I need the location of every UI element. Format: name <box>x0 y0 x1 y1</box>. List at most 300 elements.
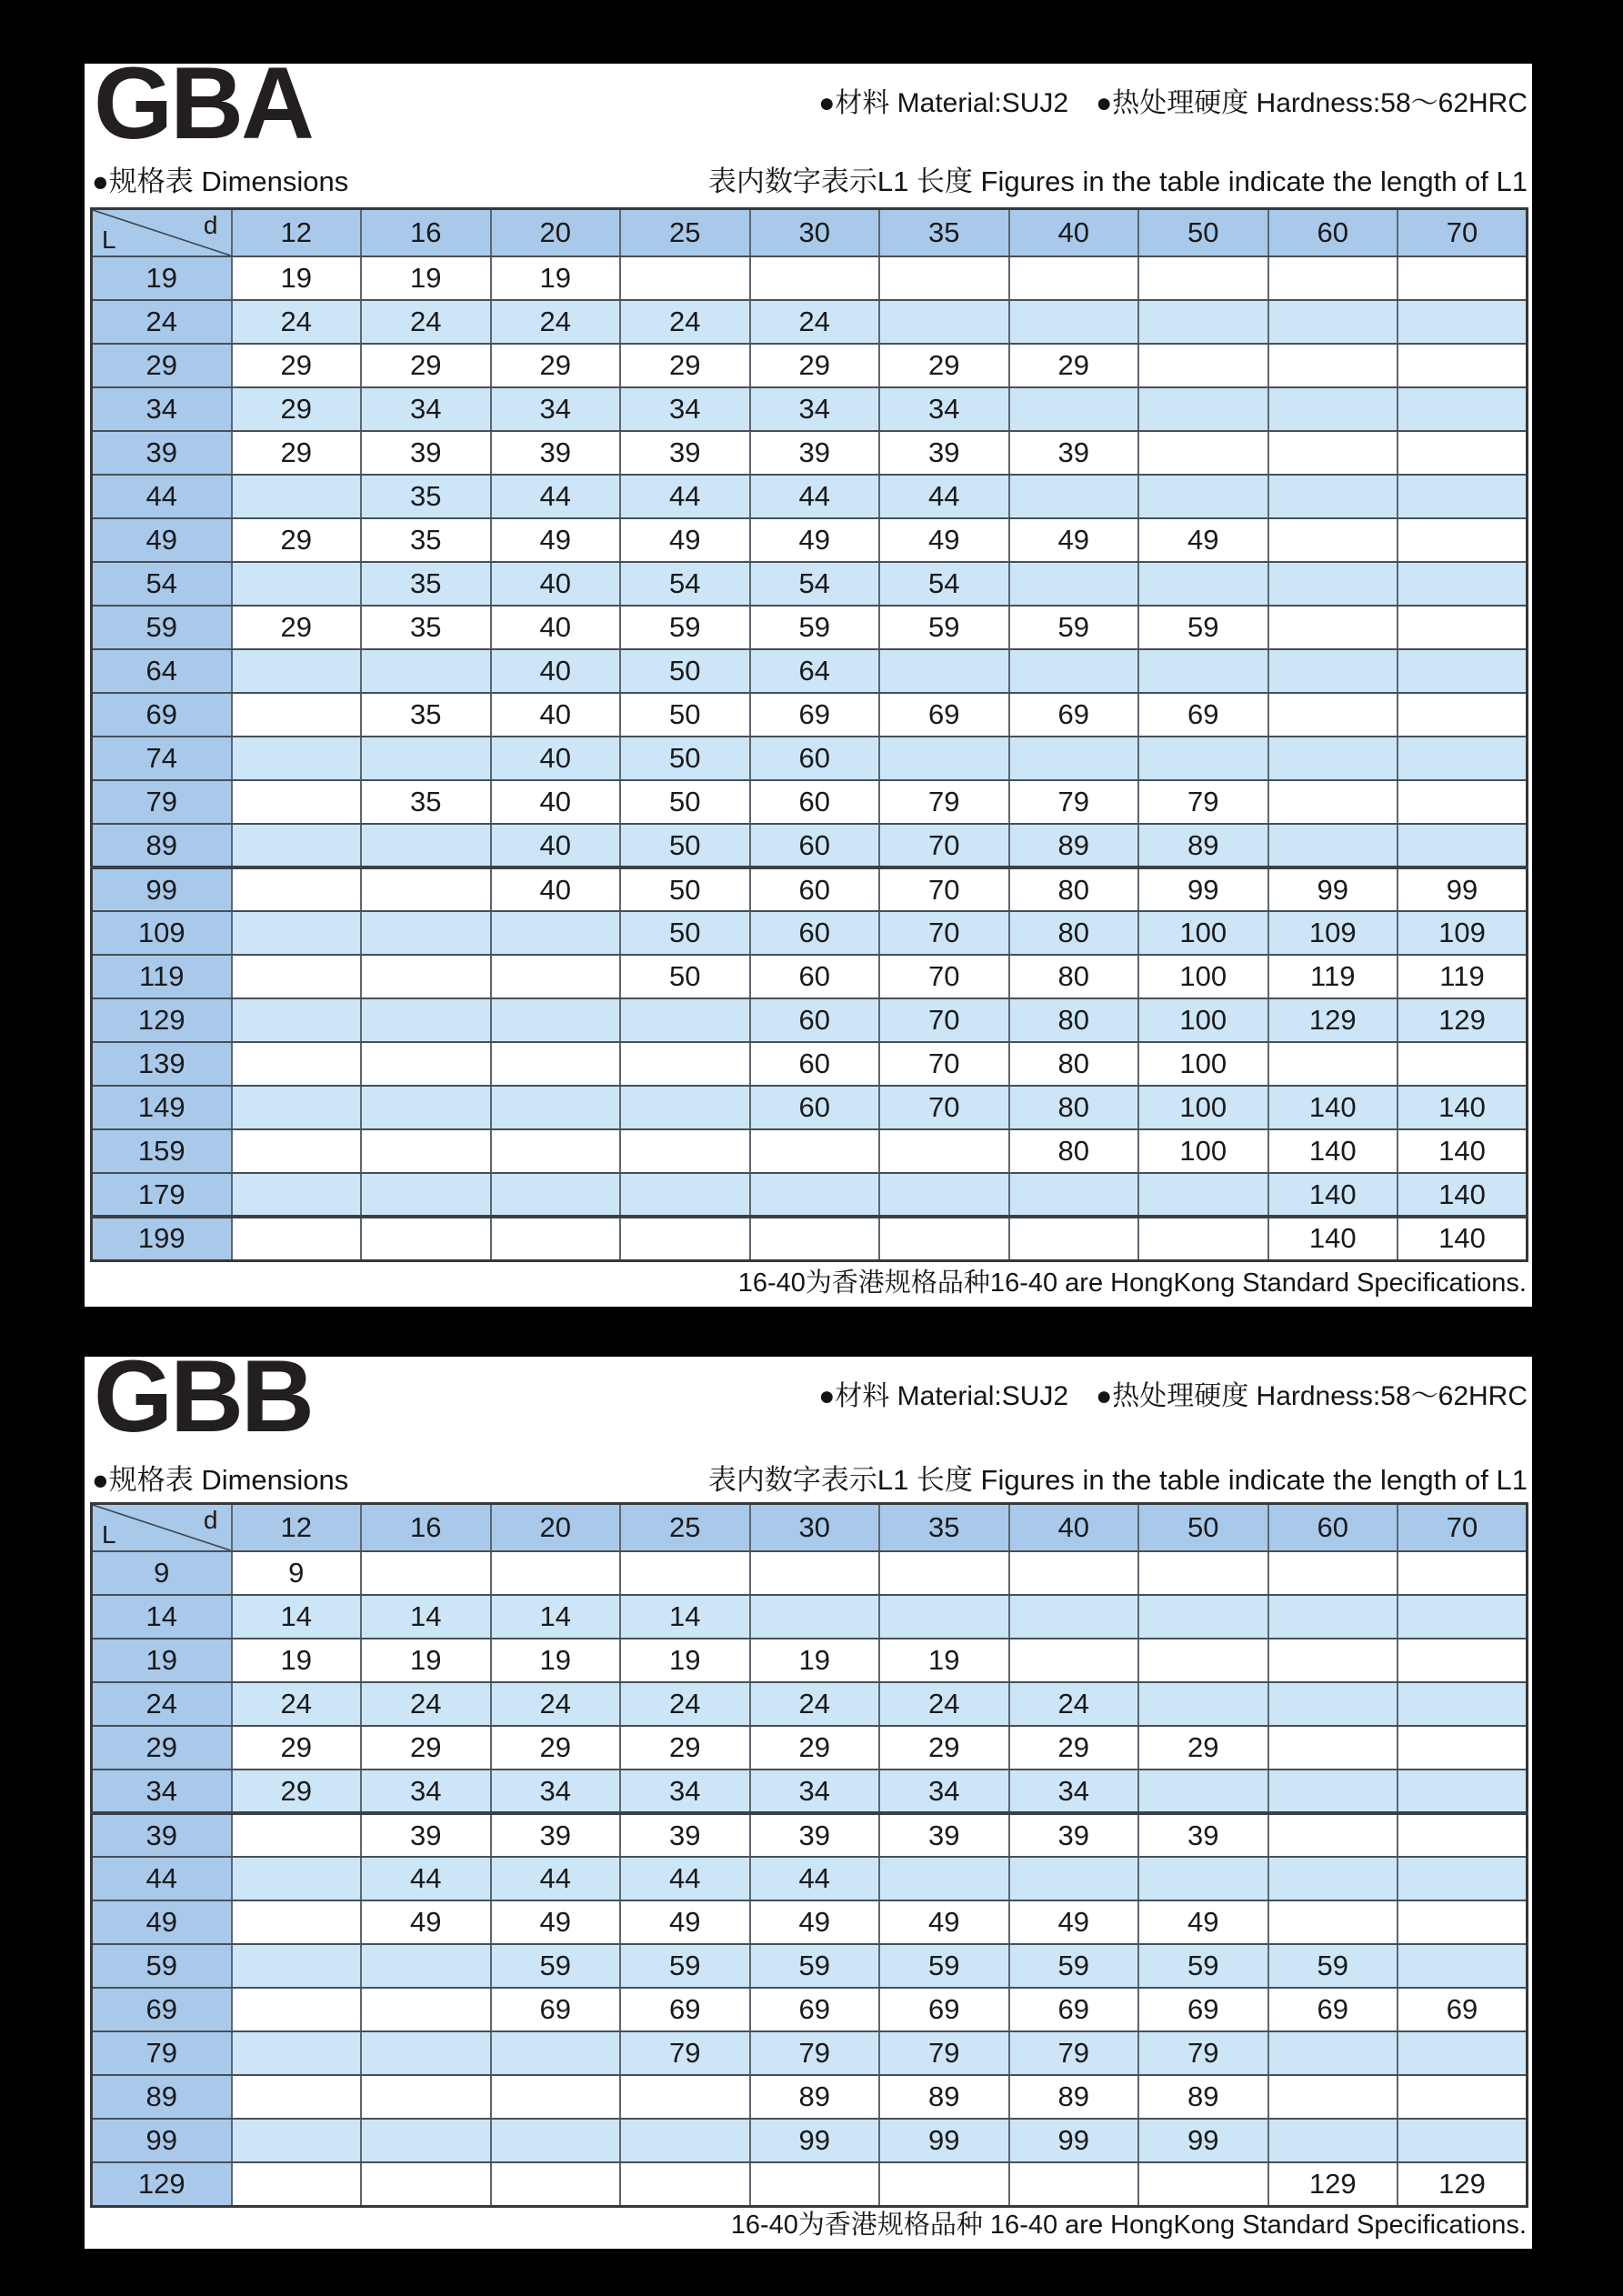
material-note: ●材料 Material:SUJ2 <box>818 88 1069 118</box>
length-cell: 19 <box>620 1639 750 1682</box>
table-row-L109 <box>92 911 1528 955</box>
length-cell: 129 <box>1268 2162 1398 2206</box>
empty-cell <box>1009 1639 1139 1682</box>
length-cell: 89 <box>1009 824 1139 867</box>
empty-cell <box>879 1857 1009 1900</box>
empty-cell <box>620 1173 750 1217</box>
table-row-L99 <box>92 867 1528 911</box>
row-header-L39: 39 <box>92 431 232 475</box>
empty-cell <box>1268 1813 1398 1857</box>
empty-cell <box>232 693 362 737</box>
row-header-L129: 129 <box>92 2162 232 2206</box>
table-row-L54 <box>92 562 1528 606</box>
empty-cell <box>232 1042 362 1086</box>
length-cell: 59 <box>491 1944 621 1988</box>
empty-cell <box>1398 649 1528 693</box>
col-header-d-60: 60 <box>1268 209 1398 257</box>
section-title-gbb: GBB <box>94 1339 312 1453</box>
length-cell: 29 <box>491 1726 621 1770</box>
table-row-L69 <box>92 693 1528 737</box>
length-cell: 34 <box>750 387 880 431</box>
empty-cell <box>1009 1173 1139 1217</box>
row-header-L69: 69 <box>92 693 232 737</box>
empty-cell <box>1138 256 1268 300</box>
length-cell: 29 <box>620 1726 750 1770</box>
col-header-d-50: 50 <box>1138 1504 1268 1552</box>
length-cell: 29 <box>232 1770 362 1813</box>
empty-cell <box>361 1042 491 1086</box>
empty-cell <box>1268 824 1398 867</box>
row-header-L129: 129 <box>92 998 232 1042</box>
empty-cell <box>1268 1726 1398 1770</box>
empty-cell <box>1009 649 1139 693</box>
length-cell: 29 <box>1009 1726 1139 1770</box>
length-cell: 49 <box>620 1900 750 1944</box>
length-cell: 100 <box>1138 1086 1268 1129</box>
length-cell: 80 <box>1009 867 1139 911</box>
corner-label-l: L <box>102 226 116 255</box>
corner-label-l: L <box>102 1520 116 1549</box>
length-cell: 49 <box>1009 1900 1139 1944</box>
length-cell: 39 <box>361 431 491 475</box>
table-row-L34 <box>92 387 1528 431</box>
row-header-L199: 199 <box>92 1217 232 1260</box>
length-cell: 59 <box>620 606 750 649</box>
empty-cell <box>232 780 362 824</box>
empty-cell <box>491 2031 621 2075</box>
empty-cell <box>620 256 750 300</box>
empty-cell <box>1268 1042 1398 1086</box>
empty-cell <box>750 1595 880 1639</box>
empty-cell <box>491 2162 621 2206</box>
empty-cell <box>491 1042 621 1086</box>
length-cell: 60 <box>750 824 880 867</box>
empty-cell <box>1138 1551 1268 1595</box>
empty-cell <box>232 998 362 1042</box>
length-cell: 69 <box>879 693 1009 737</box>
length-cell: 50 <box>620 911 750 955</box>
row-header-L99: 99 <box>92 867 232 911</box>
empty-cell <box>1268 518 1398 562</box>
col-header-d-12: 12 <box>232 209 362 257</box>
empty-cell <box>1398 824 1528 867</box>
empty-cell <box>620 1042 750 1086</box>
length-cell: 49 <box>620 518 750 562</box>
empty-cell <box>361 1129 491 1173</box>
empty-cell <box>1009 1595 1139 1639</box>
empty-cell <box>879 737 1009 780</box>
row-header-L19: 19 <box>92 256 232 300</box>
length-cell: 49 <box>1138 518 1268 562</box>
table-row-L79 <box>92 2031 1528 2075</box>
length-cell: 80 <box>1009 1129 1139 1173</box>
empty-cell <box>361 824 491 867</box>
length-cell: 140 <box>1398 1217 1528 1260</box>
length-cell: 80 <box>1009 955 1139 998</box>
length-cell: 50 <box>620 780 750 824</box>
length-cell: 59 <box>1009 1944 1139 1988</box>
length-cell: 49 <box>750 1900 880 1944</box>
empty-cell <box>1398 475 1528 518</box>
length-cell: 44 <box>491 1857 621 1900</box>
row-header-L34: 34 <box>92 387 232 431</box>
table-row-L119 <box>92 955 1528 998</box>
table-row-L79 <box>92 780 1528 824</box>
empty-cell <box>232 1857 362 1900</box>
length-cell: 49 <box>879 1900 1009 1944</box>
length-cell: 64 <box>750 649 880 693</box>
empty-cell <box>361 998 491 1042</box>
length-cell: 50 <box>620 693 750 737</box>
length-cell: 54 <box>750 562 880 606</box>
length-cell: 50 <box>620 737 750 780</box>
length-cell: 99 <box>1138 2119 1268 2162</box>
empty-cell <box>1009 475 1139 518</box>
empty-cell <box>1398 1900 1528 1944</box>
length-cell: 40 <box>491 649 621 693</box>
col-header-d-35: 35 <box>879 1504 1009 1552</box>
empty-cell <box>361 1173 491 1217</box>
length-cell: 89 <box>1138 824 1268 867</box>
row-header-L139: 139 <box>92 1042 232 1086</box>
empty-cell <box>879 300 1009 344</box>
table-row-L69 <box>92 1988 1528 2031</box>
empty-cell <box>620 2075 750 2119</box>
row-header-L44: 44 <box>92 475 232 518</box>
length-cell: 29 <box>232 431 362 475</box>
length-cell: 29 <box>491 344 621 387</box>
empty-cell <box>1009 737 1139 780</box>
empty-cell <box>1398 606 1528 649</box>
empty-cell <box>1398 1770 1528 1813</box>
empty-cell <box>232 955 362 998</box>
length-cell: 69 <box>1138 693 1268 737</box>
table-row-L64 <box>92 649 1528 693</box>
length-cell: 35 <box>361 475 491 518</box>
empty-cell <box>232 1129 362 1173</box>
empty-cell <box>1398 1813 1528 1857</box>
table-note: 表内数字表示L1 长度 Figures in the table indicate the length of L1 <box>707 165 1528 197</box>
length-cell: 49 <box>491 518 621 562</box>
length-cell: 54 <box>620 562 750 606</box>
length-cell: 60 <box>750 911 880 955</box>
empty-cell <box>1138 649 1268 693</box>
empty-cell <box>1009 256 1139 300</box>
length-cell: 39 <box>620 431 750 475</box>
table-row-L149 <box>92 1086 1528 1129</box>
length-cell: 24 <box>750 1682 880 1726</box>
empty-cell <box>1398 2075 1528 2119</box>
length-cell: 29 <box>232 606 362 649</box>
length-cell: 29 <box>232 387 362 431</box>
length-cell: 80 <box>1009 998 1139 1042</box>
length-cell: 40 <box>491 562 621 606</box>
length-cell: 35 <box>361 780 491 824</box>
table-row-L199 <box>92 1217 1528 1260</box>
empty-cell <box>1268 2119 1398 2162</box>
length-cell: 24 <box>879 1682 1009 1726</box>
length-cell: 44 <box>750 475 880 518</box>
empty-cell <box>491 998 621 1042</box>
length-cell: 50 <box>620 824 750 867</box>
length-cell: 59 <box>750 1944 880 1988</box>
length-cell: 19 <box>361 1639 491 1682</box>
length-cell: 24 <box>620 1682 750 1726</box>
length-cell: 35 <box>361 562 491 606</box>
table-row-L29 <box>92 344 1528 387</box>
row-header-L89: 89 <box>92 2075 232 2119</box>
length-cell: 99 <box>1268 867 1398 911</box>
table-row-L59 <box>92 606 1528 649</box>
length-cell: 99 <box>1398 867 1528 911</box>
length-cell: 79 <box>879 2031 1009 2075</box>
length-cell: 19 <box>491 256 621 300</box>
material-note: ●材料 Material:SUJ2 <box>818 1381 1069 1411</box>
length-cell: 39 <box>491 1813 621 1857</box>
length-cell: 49 <box>1009 518 1139 562</box>
length-cell: 129 <box>1398 2162 1528 2206</box>
row-header-L109: 109 <box>92 911 232 955</box>
length-cell: 69 <box>1009 693 1139 737</box>
length-cell: 140 <box>1398 1173 1528 1217</box>
row-header-L29: 29 <box>92 344 232 387</box>
empty-cell <box>1268 431 1398 475</box>
empty-cell <box>1268 1857 1398 1900</box>
table-row-L39 <box>92 431 1528 475</box>
empty-cell <box>232 1173 362 1217</box>
empty-cell <box>1268 693 1398 737</box>
length-cell: 60 <box>750 737 880 780</box>
empty-cell <box>1398 693 1528 737</box>
table-row-L39 <box>92 1813 1528 1857</box>
row-header-L64: 64 <box>92 649 232 693</box>
col-header-d-70: 70 <box>1398 209 1528 257</box>
length-cell: 39 <box>879 1813 1009 1857</box>
length-cell: 14 <box>232 1595 362 1639</box>
length-cell: 29 <box>232 1726 362 1770</box>
length-cell: 49 <box>491 1900 621 1944</box>
col-header-d-20: 20 <box>491 209 621 257</box>
empty-cell <box>1268 1682 1398 1726</box>
empty-cell <box>232 824 362 867</box>
empty-cell <box>361 2031 491 2075</box>
col-header-d-12: 12 <box>232 1504 362 1552</box>
empty-cell <box>1009 387 1139 431</box>
length-cell: 40 <box>491 606 621 649</box>
length-cell: 39 <box>620 1813 750 1857</box>
col-header-d-50: 50 <box>1138 209 1268 257</box>
length-cell: 49 <box>879 518 1009 562</box>
empty-cell <box>1009 2162 1139 2206</box>
length-cell: 69 <box>1398 1988 1528 2031</box>
col-header-d-70: 70 <box>1398 1504 1528 1552</box>
header-row <box>92 209 1528 257</box>
empty-cell <box>491 1551 621 1595</box>
table-row-L129 <box>92 2162 1528 2206</box>
length-cell: 119 <box>1398 955 1528 998</box>
length-cell: 70 <box>879 867 1009 911</box>
length-cell: 69 <box>1268 1988 1398 2031</box>
empty-cell <box>750 1551 880 1595</box>
col-header-d-16: 16 <box>361 209 491 257</box>
empty-cell <box>1268 475 1398 518</box>
length-cell: 29 <box>879 1726 1009 1770</box>
empty-cell <box>750 1173 880 1217</box>
length-cell: 140 <box>1268 1173 1398 1217</box>
length-cell: 39 <box>361 1813 491 1857</box>
length-cell: 29 <box>620 344 750 387</box>
empty-cell <box>361 1944 491 1988</box>
table-row-L49 <box>92 1900 1528 1944</box>
empty-cell <box>620 998 750 1042</box>
length-cell: 60 <box>750 1086 880 1129</box>
length-cell: 100 <box>1138 1129 1268 1173</box>
empty-cell <box>232 1217 362 1260</box>
length-cell: 34 <box>491 1770 621 1813</box>
length-cell: 34 <box>879 1770 1009 1813</box>
footer-note-gbb: 16-40为香港规格品种 16-40 are HongKong Standard Specifications. <box>730 2211 1527 2240</box>
empty-cell <box>361 737 491 780</box>
col-header-d-35: 35 <box>879 209 1009 257</box>
length-cell: 80 <box>1009 1042 1139 1086</box>
table-row-L24 <box>92 300 1528 344</box>
length-cell: 129 <box>1268 998 1398 1042</box>
row-header-L59: 59 <box>92 606 232 649</box>
row-header-L159: 159 <box>92 1129 232 1173</box>
empty-cell <box>232 2075 362 2119</box>
empty-cell <box>491 1173 621 1217</box>
empty-cell <box>879 649 1009 693</box>
length-cell: 49 <box>1138 1900 1268 1944</box>
length-cell: 60 <box>750 1042 880 1086</box>
table-subhead <box>92 158 1528 199</box>
empty-cell <box>1398 431 1528 475</box>
table-row-L19 <box>92 1639 1528 1682</box>
material-hardness-line <box>818 1373 1528 1413</box>
empty-cell <box>491 2119 621 2162</box>
table-row-L44 <box>92 475 1528 518</box>
length-cell: 49 <box>361 1900 491 1944</box>
length-cell: 35 <box>361 518 491 562</box>
length-cell: 50 <box>620 955 750 998</box>
length-cell: 129 <box>1398 998 1528 1042</box>
length-cell: 39 <box>491 431 621 475</box>
row-header-L39: 39 <box>92 1813 232 1857</box>
length-cell: 140 <box>1268 1217 1398 1260</box>
empty-cell <box>1138 300 1268 344</box>
empty-cell <box>750 1217 880 1260</box>
col-header-d-40: 40 <box>1009 209 1139 257</box>
length-cell: 29 <box>232 344 362 387</box>
length-cell: 99 <box>879 2119 1009 2162</box>
corner-cell <box>92 1504 232 1552</box>
table-subhead <box>92 1457 1528 1498</box>
empty-cell <box>1268 1639 1398 1682</box>
empty-cell <box>1268 256 1398 300</box>
length-cell: 40 <box>491 780 621 824</box>
length-cell: 40 <box>491 824 621 867</box>
length-cell: 59 <box>879 1944 1009 1988</box>
length-cell: 70 <box>879 911 1009 955</box>
length-cell: 89 <box>1138 2075 1268 2119</box>
length-cell: 59 <box>750 606 880 649</box>
spec-label: ●规格表 Dimensions <box>92 1464 349 1496</box>
length-cell: 29 <box>750 1726 880 1770</box>
length-cell: 40 <box>491 737 621 780</box>
empty-cell <box>1398 1639 1528 1682</box>
empty-cell <box>361 911 491 955</box>
empty-cell <box>1398 387 1528 431</box>
empty-cell <box>1138 387 1268 431</box>
empty-cell <box>1268 737 1398 780</box>
length-cell: 9 <box>232 1551 362 1595</box>
empty-cell <box>1138 1595 1268 1639</box>
length-cell: 69 <box>750 1988 880 2031</box>
empty-cell <box>232 2119 362 2162</box>
length-cell: 89 <box>1009 2075 1139 2119</box>
length-cell: 140 <box>1398 1129 1528 1173</box>
length-cell: 70 <box>879 1086 1009 1129</box>
empty-cell <box>1398 780 1528 824</box>
empty-cell <box>1138 2162 1268 2206</box>
row-header-L54: 54 <box>92 562 232 606</box>
col-header-d-25: 25 <box>620 1504 750 1552</box>
table-row-L59 <box>92 1944 1528 1988</box>
table-row-L49 <box>92 518 1528 562</box>
length-cell: 99 <box>1138 867 1268 911</box>
section-gbb <box>85 1339 1532 2249</box>
empty-cell <box>1138 1639 1268 1682</box>
empty-cell <box>232 1900 362 1944</box>
empty-cell <box>232 2031 362 2075</box>
length-cell: 99 <box>750 2119 880 2162</box>
col-header-d-20: 20 <box>491 1504 621 1552</box>
length-cell: 29 <box>1009 344 1139 387</box>
empty-cell <box>620 2162 750 2206</box>
length-cell: 19 <box>750 1639 880 1682</box>
empty-cell <box>1138 431 1268 475</box>
row-header-L49: 49 <box>92 1900 232 1944</box>
length-cell: 100 <box>1138 998 1268 1042</box>
row-header-L44: 44 <box>92 1857 232 1900</box>
length-cell: 44 <box>620 1857 750 1900</box>
length-cell: 79 <box>750 2031 880 2075</box>
empty-cell <box>879 1173 1009 1217</box>
empty-cell <box>879 256 1009 300</box>
length-cell: 34 <box>491 387 621 431</box>
table-row-L99 <box>92 2119 1528 2162</box>
hardness-note: ●热处理硬度 Hardness:58～62HRC <box>1096 88 1528 118</box>
length-cell: 59 <box>1138 606 1268 649</box>
empty-cell <box>1138 1682 1268 1726</box>
empty-cell <box>879 1129 1009 1173</box>
length-cell: 70 <box>879 998 1009 1042</box>
empty-cell <box>232 475 362 518</box>
empty-cell <box>1268 780 1398 824</box>
length-cell: 60 <box>750 867 880 911</box>
length-cell: 34 <box>750 1770 880 1813</box>
empty-cell <box>1138 737 1268 780</box>
spec-label: ●规格表 Dimensions <box>92 165 349 197</box>
length-cell: 44 <box>361 1857 491 1900</box>
hardness-note: ●热处理硬度 Hardness:58～62HRC <box>1096 1381 1528 1411</box>
empty-cell <box>361 955 491 998</box>
length-cell: 70 <box>879 1042 1009 1086</box>
table-row-L139 <box>92 1042 1528 1086</box>
empty-cell <box>361 2075 491 2119</box>
empty-cell <box>1268 649 1398 693</box>
length-cell: 34 <box>879 387 1009 431</box>
